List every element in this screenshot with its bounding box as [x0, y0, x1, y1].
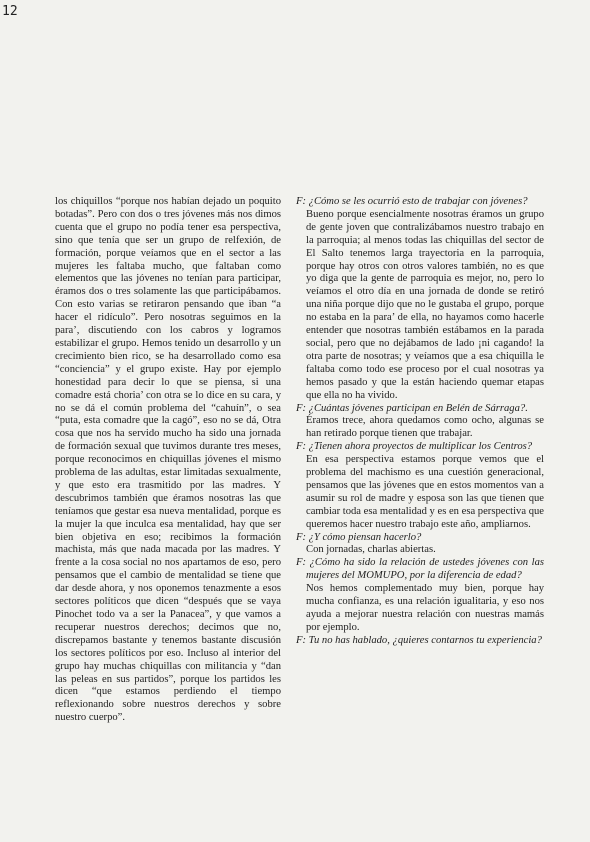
page-number: 12 — [2, 4, 18, 19]
interview-answer: Nos hemos complementado muy bien, porque hay mucha confianza, es una relación igualitaria, y eso nos ayuda a mejorar nuestra relación con nuestras mamás por ejemplo. — [306, 583, 544, 633]
interview-question: F: ¿Y cómo piensan hacerlo? — [296, 531, 422, 543]
interview-answer: En esa perspectiva estamos porque vemos que el problema del machismo es una cuestión generacional, pensamos que las jóvenes que en estos momentos van a asumir su rol de madre y esposa son las que tienen que cambiar toda esa mentalidad y es en esa perspectiva que queremos hacer nuestro trabajo este año, ampliarnos. — [306, 454, 544, 530]
interview-question: F: ¿Tienen ahora proyectos de multiplicar los Centros? — [296, 441, 533, 453]
interview-question: F: Tu no has hablado, ¿quieres contarnos tu experiencia? — [296, 634, 542, 646]
right-column — [296, 196, 544, 648]
interview-answer: Con jornadas, charlas abiertas. — [306, 544, 436, 556]
interview-answer: Bueno porque esencialmente nosotras éramos un grupo de gente joven que contralizábamos nuestro trabajo en la parroquia; al menos todas las chiquillas del sector de El Salto tenemos larga trayectoria en la parroquia, porque hay otros con otros valores también, no es que yo diga que la gente de parroquia es mejor, no, pero lo veíamos el otro día en una jornada de donde se retiró una niña porque dijo que no le gustaba el grupo, porque no estaba en la para’ de ella, no hayamos como hacerle entender que nosotras también estábamos en la parada social, pero que no dejábamos de lado ¡ni cagando! la otra parte de nosotras; y veíamos que a esa chiquilla le faltaba como todo ese proceso por el cual nosotras ya hemos pasado y que la están haciendo quemar etapas que ella no ha vivido. — [306, 208, 544, 401]
interview-question: F: ¿Cómo se les ocurrió esto de trabajar con jóvenes? — [296, 196, 528, 207]
left-column-paragraph: los chiquillos “porque nos habían dejado un poquito botadas”. Pero con dos o tres jóvenes más nos dimos cuenta que el grupo no podía tener esa perspectiva, sino que tenía que ser un grupo de relfexión, de formación, porque veíamos que en el sector a las mujeres les faltaba mucho, que faltaban como elementos que las jóvenes no tenían para participar, éramos dos o tres solamente las que participábamos. Con esto varias se retiraron pensando que iban “a hacer el ridículo”. Pero nosotras seguimos en la para’, discutiendo con los cabros y logramos estabilizar el grupo. Hemos tenido un desarrollo y un crecimiento bien rico, se ha desarrollado como esa “conciencia” y el grupo existe. Hay por ejemplo honestidad para decir lo que se piensa, si una comadre está choria’ con otra se lo dice en su cara, y no se dá el común problema del “cahuín”, o sea “puta, esta comadre que la cagó”, eso no se dá, Otra cosa que nos ha servido mucho ha sido una jornada de formación sexual que tuvimos durante tres meses, porque reconocimos en chiquillas jóvenes el mismo problema de las adultas, estar limitadas sexualmente, y que esto era trasmitido por las madres. Y descubrimos también que éramos nosotras las que teníamos que gestar esa nueva mentalidad, porque es la mujer la que inculca esa mentalidad, hay que ser bien objetiva en eso; recibimos la formación machista, más que nada macada por las madres. Y frente a la cosa social no nos apartamos de eso, pero pensamos que el cambio de mentalidad se tiene que dar desde ahora, y nos oponemos tenazmente a esos sectores políticos que dicen “después que se vaya Pinochet todo va a ser la Panacea”, y que vamos a recuperar nuestros derechos; decimos que no, discrepamos bastante y tenemos bastante discusión los sectores políticos por eso. Incluso al interior del grupo hay muchas chiquillas con militancia y “dan las peleas en sus partidos”, porque los partidos les dicen “que estamos perdiendo el tiempo reflexionando sobre nuestros derechos y sobre nuestro cuerpo”. — [55, 196, 281, 724]
left-column — [55, 196, 281, 725]
interview-answer: Éramos trece, ahora quedamos como ocho, algunas se han retirado porque tienen que trabajar. — [306, 415, 544, 440]
interview-question: F: ¿Cómo ha sido la relación de ustedes jóvenes con las mujeres del MOMUPO, por la diferencia de edad? — [296, 557, 544, 582]
interview-question: F: ¿Cuántas jóvenes participan en Belén de Sárraga?. — [296, 402, 528, 414]
